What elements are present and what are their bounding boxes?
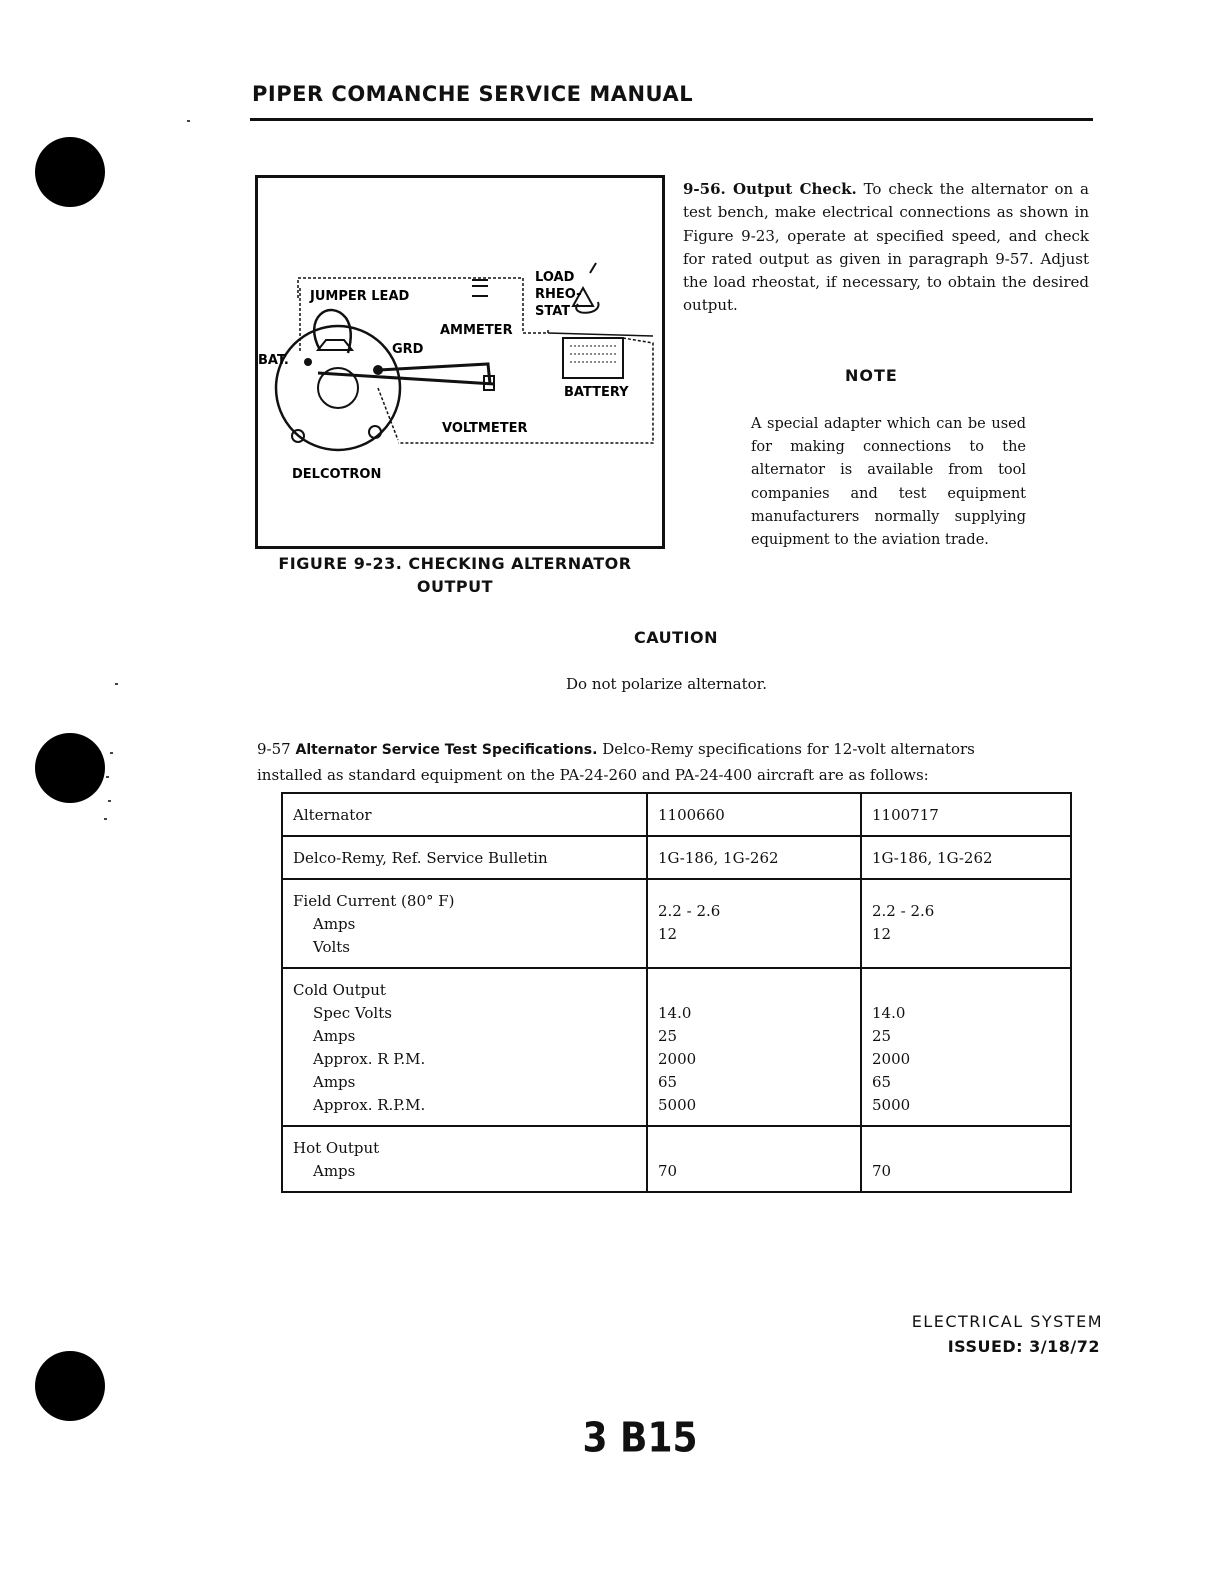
alternator-spec-table bbox=[281, 792, 1072, 1193]
table-cell bbox=[861, 968, 1071, 1126]
value: 12 bbox=[658, 925, 678, 943]
label-ammeter: AMMETER bbox=[440, 323, 513, 338]
table-cell bbox=[861, 879, 1071, 968]
value: 70 bbox=[658, 1162, 678, 1180]
table-cell bbox=[282, 836, 647, 879]
spacer bbox=[872, 979, 1060, 1002]
value: 2.2 - 2.6 bbox=[872, 902, 935, 920]
sub-label: Spec Volts bbox=[313, 1004, 392, 1022]
specs-heading: Alternator Service Test Specifications. bbox=[295, 742, 598, 758]
sub-label: Approx. R.P.M. bbox=[313, 1096, 426, 1114]
table-cell bbox=[282, 1126, 647, 1192]
caution-title: CAUTION bbox=[634, 628, 718, 647]
value: 12 bbox=[872, 925, 892, 943]
label-load: LOAD bbox=[535, 270, 575, 285]
bat-terminal-icon bbox=[304, 358, 312, 366]
wiring-diagram bbox=[258, 178, 656, 540]
table-cell bbox=[282, 968, 647, 1126]
punch-hole-bottom bbox=[35, 1351, 105, 1421]
output-check-heading: 9-56. Output Check. bbox=[683, 180, 857, 198]
sub-label: Amps bbox=[313, 915, 356, 933]
table-row bbox=[282, 968, 1071, 1126]
value: 2000 bbox=[658, 1050, 697, 1068]
scan-speck bbox=[110, 752, 113, 754]
label-rheo: RHEO- bbox=[535, 287, 582, 302]
sub-label: Amps bbox=[313, 1162, 356, 1180]
label-bat: BAT. bbox=[258, 353, 289, 368]
row-label-field-current: Field Current (80° F) bbox=[293, 892, 455, 910]
table-cell bbox=[282, 793, 647, 836]
voltmeter-lead bbox=[318, 373, 494, 384]
battery-positive-lead bbox=[548, 333, 653, 336]
table-cell bbox=[647, 793, 861, 836]
bulletin-col2: 1G-186, 1G-262 bbox=[872, 849, 993, 867]
value: 5000 bbox=[872, 1096, 911, 1114]
page-number: 3 B15 bbox=[582, 1414, 698, 1463]
note-text: A special adapter which can be used for making connections to the alternator is available from tool companies and test equipment manufacturers normally supplying equipment to the aviation trade. bbox=[751, 416, 1026, 549]
value: 14.0 bbox=[658, 1004, 692, 1022]
sub-label: Amps bbox=[313, 1073, 356, 1091]
scan-speck bbox=[115, 683, 118, 685]
punch-hole-top bbox=[35, 137, 105, 207]
table-cell bbox=[647, 1126, 861, 1192]
rheostat-knob bbox=[576, 302, 598, 313]
sub-label: Approx. R P.M. bbox=[313, 1050, 426, 1068]
caution-text: Do not polarize alternator. bbox=[566, 675, 767, 693]
spacer bbox=[658, 1137, 850, 1160]
label-stat: STAT bbox=[535, 304, 571, 319]
output-check-text: To check the alternator on a test bench, make electrical connections as shown in Figure 9-23, operate at specified speed, and check for rated output as given in paragraph 9-57. Adjust the load rheostat, if necessary, to obtain the desired output. bbox=[683, 180, 1089, 315]
row-label-cold-output: Cold Output bbox=[293, 981, 386, 999]
value: 70 bbox=[872, 1162, 892, 1180]
spacer bbox=[658, 890, 850, 900]
specs-number: 9-57 bbox=[257, 740, 291, 758]
label-jumper-lead: JUMPER LEAD bbox=[310, 289, 410, 304]
table-cell bbox=[861, 836, 1071, 879]
battery-icon bbox=[563, 338, 623, 378]
value: 2.2 - 2.6 bbox=[658, 902, 721, 920]
table-cell bbox=[647, 836, 861, 879]
value: 2000 bbox=[872, 1050, 911, 1068]
label-grd: GRD bbox=[392, 342, 424, 357]
table-cell bbox=[282, 879, 647, 968]
ammeter-icon bbox=[472, 280, 488, 296]
punch-hole-middle bbox=[35, 733, 105, 803]
value: 25 bbox=[872, 1027, 892, 1045]
label-voltmeter: VOLTMETER bbox=[442, 421, 528, 436]
battery-cells bbox=[570, 346, 616, 362]
value: 5000 bbox=[658, 1096, 697, 1114]
figure-caption-line1: FIGURE 9-23. CHECKING ALTERNATOR bbox=[278, 554, 632, 573]
row-label-bulletin: Delco-Remy, Ref. Service Bulletin bbox=[293, 849, 548, 867]
table-row bbox=[282, 836, 1071, 879]
table-cell bbox=[647, 879, 861, 968]
specs-line2: installed as standard equipment on the PA-24-260 and PA-24-400 aircraft are as follows: bbox=[257, 766, 929, 784]
rheostat-arrow-icon bbox=[590, 263, 596, 273]
table-cell bbox=[861, 1126, 1071, 1192]
table-cell bbox=[861, 793, 1071, 836]
spacer bbox=[872, 1137, 1060, 1160]
model-1100660: 1100660 bbox=[658, 806, 725, 824]
scan-speck bbox=[104, 818, 107, 820]
value: 14.0 bbox=[872, 1004, 906, 1022]
value: 65 bbox=[658, 1073, 678, 1091]
table-row bbox=[282, 793, 1071, 836]
table-cell bbox=[647, 968, 861, 1126]
header-rule bbox=[250, 118, 1093, 121]
note-title: NOTE bbox=[845, 366, 898, 385]
manual-title: PIPER COMANCHE SERVICE MANUAL bbox=[252, 82, 694, 106]
row-label-hot-output: Hot Output bbox=[293, 1139, 380, 1157]
figure-caption-line2: OUTPUT bbox=[416, 577, 494, 596]
figure-caption bbox=[255, 552, 655, 598]
row-label-alternator: Alternator bbox=[293, 806, 372, 824]
table-row bbox=[282, 879, 1071, 968]
scan-speck bbox=[187, 120, 190, 122]
output-check-paragraph bbox=[683, 178, 1089, 318]
label-battery: BATTERY bbox=[564, 385, 629, 400]
spacer bbox=[872, 890, 1060, 900]
terminal-plug-icon bbox=[318, 340, 352, 350]
footer-section: ELECTRICAL SYSTEM bbox=[911, 1312, 1103, 1331]
value: 65 bbox=[872, 1073, 892, 1091]
bulletin-col1: 1G-186, 1G-262 bbox=[658, 849, 779, 867]
value: 25 bbox=[658, 1027, 678, 1045]
table-row bbox=[282, 1126, 1071, 1192]
label-delcotron: DELCOTRON bbox=[292, 467, 382, 482]
sub-label: Volts bbox=[313, 938, 351, 956]
footer-issued: ISSUED: 3/18/72 bbox=[947, 1337, 1100, 1356]
specs-line1-rest: Delco-Remy specifications for 12-volt alternators bbox=[602, 740, 975, 758]
model-1100717: 1100717 bbox=[872, 806, 939, 824]
spacer bbox=[658, 979, 850, 1002]
scan-speck bbox=[106, 776, 109, 778]
scan-speck bbox=[108, 800, 111, 802]
specs-intro-paragraph bbox=[257, 737, 1097, 788]
sub-label: Amps bbox=[313, 1027, 356, 1045]
